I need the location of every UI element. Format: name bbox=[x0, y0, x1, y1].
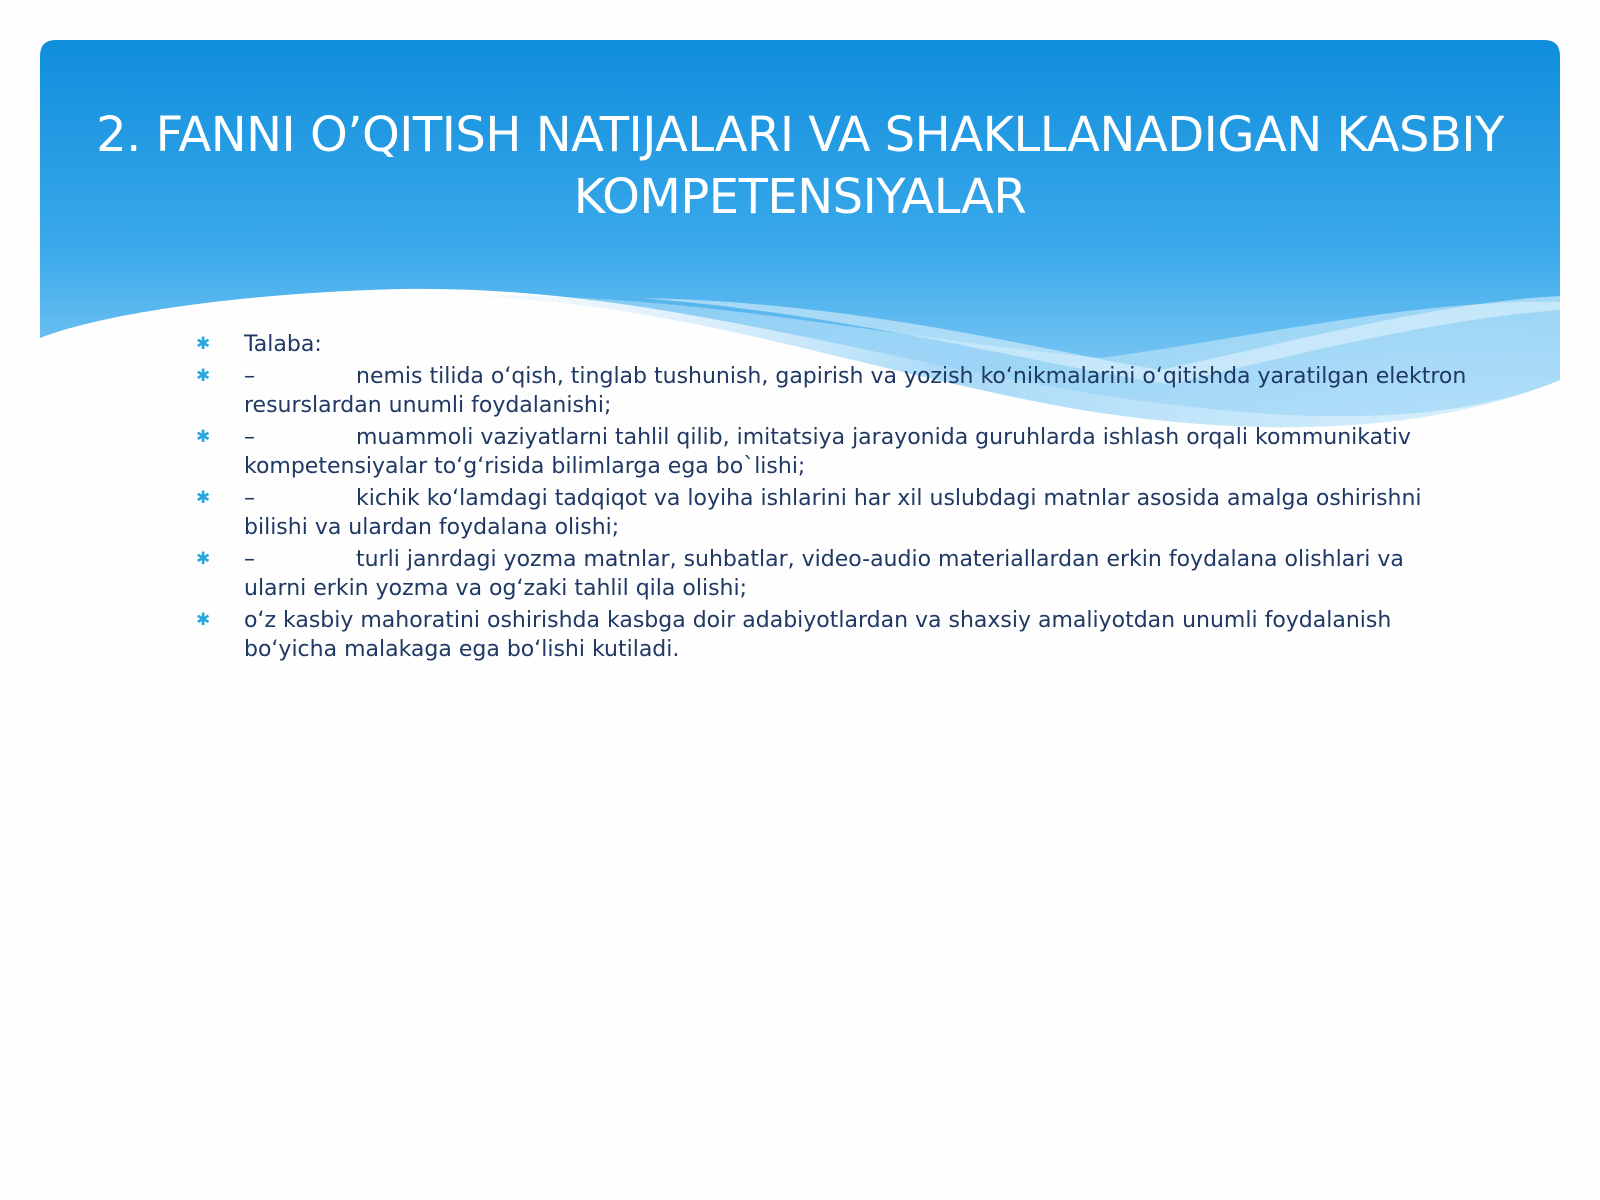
list-item-text: nemis tilida o‘qish, tinglab tushunish, gapirish va yozish ko‘nikmalarini o‘qitishda yaratilgan elektron resurslardan unumli foydalanishi; bbox=[244, 363, 1467, 418]
list-item-dash: – bbox=[244, 363, 255, 389]
asterisk-bullet-icon: ✱ bbox=[196, 487, 211, 508]
list-item-text: kichik ko‘lamdagi tadqiqot va loyiha ishlarini har xil uslubdagi matnlar asosida amalga oshirishni bilishi va ulardan foydalana olishi; bbox=[244, 485, 1422, 540]
list-item bbox=[196, 330, 1470, 360]
asterisk-bullet-icon: ✱ bbox=[196, 365, 211, 386]
slide-title: 2. FANNI O’QITISH NATIJALARI VA SHAKLLANADIGAN KASBIY KOMPETENSIYALAR bbox=[96, 107, 1504, 225]
list-item-dash: – bbox=[244, 485, 255, 511]
list-item-text: muammoli vaziyatlarni tahlil qilib, imitatsiya jarayonida guruhlarda ishlash orqali kommunikativ kompetensiyalar to‘g‘risida bilimlarga ega bo`lishi; bbox=[244, 424, 1411, 479]
list-item-text: o‘z kasbiy mahoratini oshirishda kasbga doir adabiyotlardan va shaxsiy amaliyotdan unumli foydalanish bo‘yicha malakaga ega bo‘lishi kutiladi. bbox=[244, 607, 1392, 662]
list-item bbox=[196, 484, 1470, 543]
list-item-dash: – bbox=[244, 546, 255, 572]
list-item-text: Talaba: bbox=[244, 332, 322, 357]
list-item bbox=[196, 606, 1470, 665]
list-item-dash: – bbox=[244, 424, 255, 450]
bullet-list bbox=[196, 330, 1470, 665]
list-item bbox=[196, 545, 1470, 604]
list-item-text: turli janrdagi yozma matnlar, suhbatlar, video-audio materiallardan erkin foydalana olishlari va ularni erkin yozma va og‘zaki tahlil qila olishi; bbox=[244, 546, 1404, 601]
slide-content bbox=[196, 330, 1470, 667]
asterisk-bullet-icon: ✱ bbox=[196, 609, 211, 630]
list-item bbox=[196, 362, 1470, 421]
asterisk-bullet-icon: ✱ bbox=[196, 426, 211, 447]
asterisk-bullet-icon: ✱ bbox=[196, 334, 211, 354]
list-item bbox=[196, 423, 1470, 482]
asterisk-bullet-icon: ✱ bbox=[196, 548, 211, 569]
